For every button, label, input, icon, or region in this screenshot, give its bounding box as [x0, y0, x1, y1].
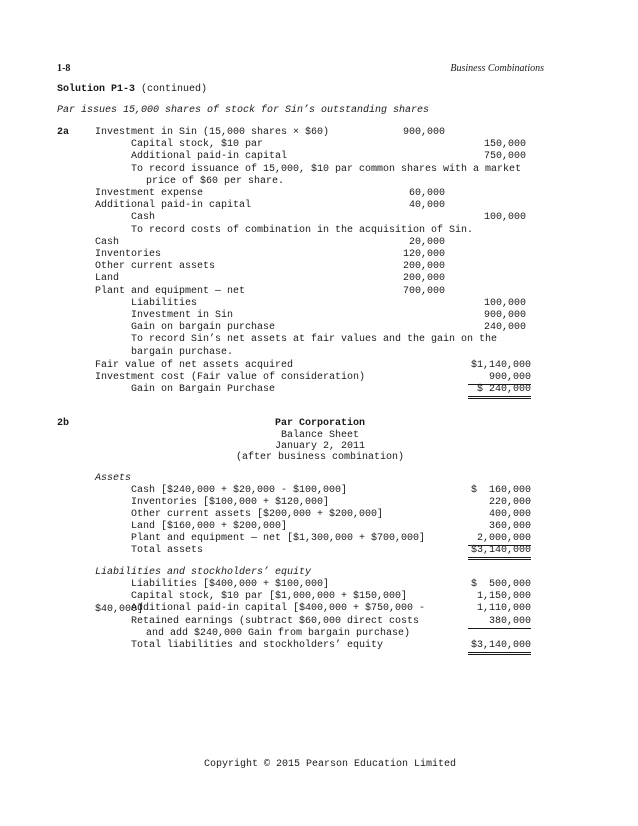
running-header-title: Business Combinations	[450, 63, 544, 74]
asset-line-label: Total assets	[131, 545, 204, 556]
journal-debit: 700,000	[402, 285, 445, 297]
company-name: Par Corporation	[274, 418, 365, 429]
total-liabilities-label: Total liabilities and stockholders’ equity	[131, 640, 384, 651]
journal-debit: 120,000	[402, 249, 445, 260]
journal-account: Inventories	[95, 249, 162, 260]
retained-earnings-label-cont: and add $240,000 Gain from bargain purchase)	[146, 628, 411, 639]
journal-credit: 240,000	[483, 322, 526, 334]
journal-account: To record costs of combination in the acquisition of Sin.	[131, 224, 474, 236]
journal-credit: 900,000	[483, 310, 526, 321]
asset-line-label: Cash [$240,000 + $20,000 - $100,000]	[131, 485, 348, 496]
asset-line-amount: 220,000	[488, 497, 531, 508]
liability-line-label: Liabilities [$400,000 + $100,000]	[131, 579, 330, 590]
asset-line-label: Land [$160,000 + $200,000]	[131, 521, 288, 532]
journal-account: To record Sin’s net assets at fair values and the gain on the	[131, 334, 498, 346]
liabilities-heading: Liabilities and stockholders’ equity	[95, 567, 312, 578]
journal-debit: 200,000	[402, 261, 445, 273]
liability-line-label: Capital stock, $10 par [$1,000,000 + $150,000]	[131, 591, 408, 602]
retained-earnings-label: Retained earnings (subtract $60,000 direct costs	[131, 616, 420, 627]
problem-subtitle: Par issues 15,000 shares of stock for Sin’s outstanding shares	[57, 105, 430, 116]
journal-debit: 40,000	[408, 200, 445, 212]
liability-line-wrap: $40,000]	[95, 604, 144, 615]
copyright-footer: Copyright © 2015 Pearson Education Limited	[203, 759, 457, 770]
journal-account: Additional paid-in capital	[131, 151, 288, 163]
liability-line-label: Additional paid-in capital [$400,000 + $750,000 -	[131, 603, 426, 614]
journal-account: Gain on bargain purchase	[131, 322, 276, 334]
journal-debit: 900,000	[402, 127, 445, 138]
summary-label: Gain on Bargain Purchase	[131, 384, 276, 395]
part-2a-label: 2a	[57, 127, 70, 138]
journal-credit: 100,000	[483, 297, 526, 309]
journal-account: Land	[95, 273, 120, 285]
page-number: 1-8	[57, 63, 71, 74]
journal-debit: 200,000	[402, 273, 445, 285]
liability-line-amount: 1,150,000	[476, 591, 531, 602]
journal-account: Cash	[131, 212, 156, 224]
summary-amount: $ 240,000	[468, 384, 531, 399]
solution-id: Solution P1-3	[57, 84, 136, 95]
journal-account: bargain purchase.	[131, 346, 234, 358]
journal-account: Investment in Sin	[131, 310, 234, 321]
journal-account: price of $60 per share.	[146, 175, 285, 187]
journal-account: Investment in Sin (15,000 shares × $60)	[95, 127, 330, 138]
statement-note: (after business combination)	[235, 452, 405, 463]
liability-line-amount: 1,110,000	[476, 603, 531, 614]
retained-earnings-amount: 380,000	[468, 616, 531, 629]
asset-line-amount: 2,000,000	[468, 533, 531, 546]
summary-amount: 900,000	[468, 372, 531, 385]
journal-credit: 150,000	[483, 139, 526, 151]
part-2b-label: 2b	[57, 418, 70, 429]
journal-account: Liabilities	[131, 297, 198, 309]
journal-account: Investment expense	[95, 188, 204, 199]
journal-account: Cash	[95, 236, 120, 248]
journal-account: Plant and equipment — net	[95, 285, 246, 297]
journal-account: Additional paid-in capital	[95, 200, 252, 212]
summary-label: Fair value of net assets acquired	[95, 360, 294, 371]
asset-line-amount: 360,000	[488, 521, 531, 532]
journal-credit: 750,000	[483, 151, 526, 163]
solution-continued: (continued)	[135, 84, 208, 95]
liability-line-amount: $ 500,000	[470, 579, 531, 590]
journal-account: Capital stock, $10 par	[131, 139, 264, 151]
total-liabilities-amount: $3,140,000	[468, 640, 531, 655]
journal-account: To record issuance of 15,000, $10 par common shares with a market	[131, 163, 522, 175]
asset-line-amount: $ 160,000	[470, 485, 531, 496]
summary-amount: $1,140,000	[470, 360, 531, 371]
statement-date: January 2, 2011	[274, 441, 365, 452]
asset-line-label: Inventories [$100,000 + $120,000]	[131, 497, 330, 508]
asset-line-amount: 400,000	[488, 509, 531, 520]
journal-debit: 20,000	[408, 236, 445, 248]
asset-line-label: Plant and equipment — net [$1,300,000 + $700,000]	[131, 533, 426, 544]
journal-account: Other current assets	[95, 261, 216, 273]
journal-debit: 60,000	[408, 188, 445, 199]
statement-title: Balance Sheet	[280, 430, 359, 441]
journal-credit: 100,000	[483, 212, 526, 224]
solution-heading	[57, 84, 207, 96]
summary-label: Investment cost (Fair value of consideration)	[95, 372, 366, 383]
asset-line-label: Other current assets [$200,000 + $200,000]	[131, 509, 384, 520]
assets-heading: Assets	[95, 473, 132, 484]
asset-line-amount: $3,140,000	[468, 545, 531, 560]
